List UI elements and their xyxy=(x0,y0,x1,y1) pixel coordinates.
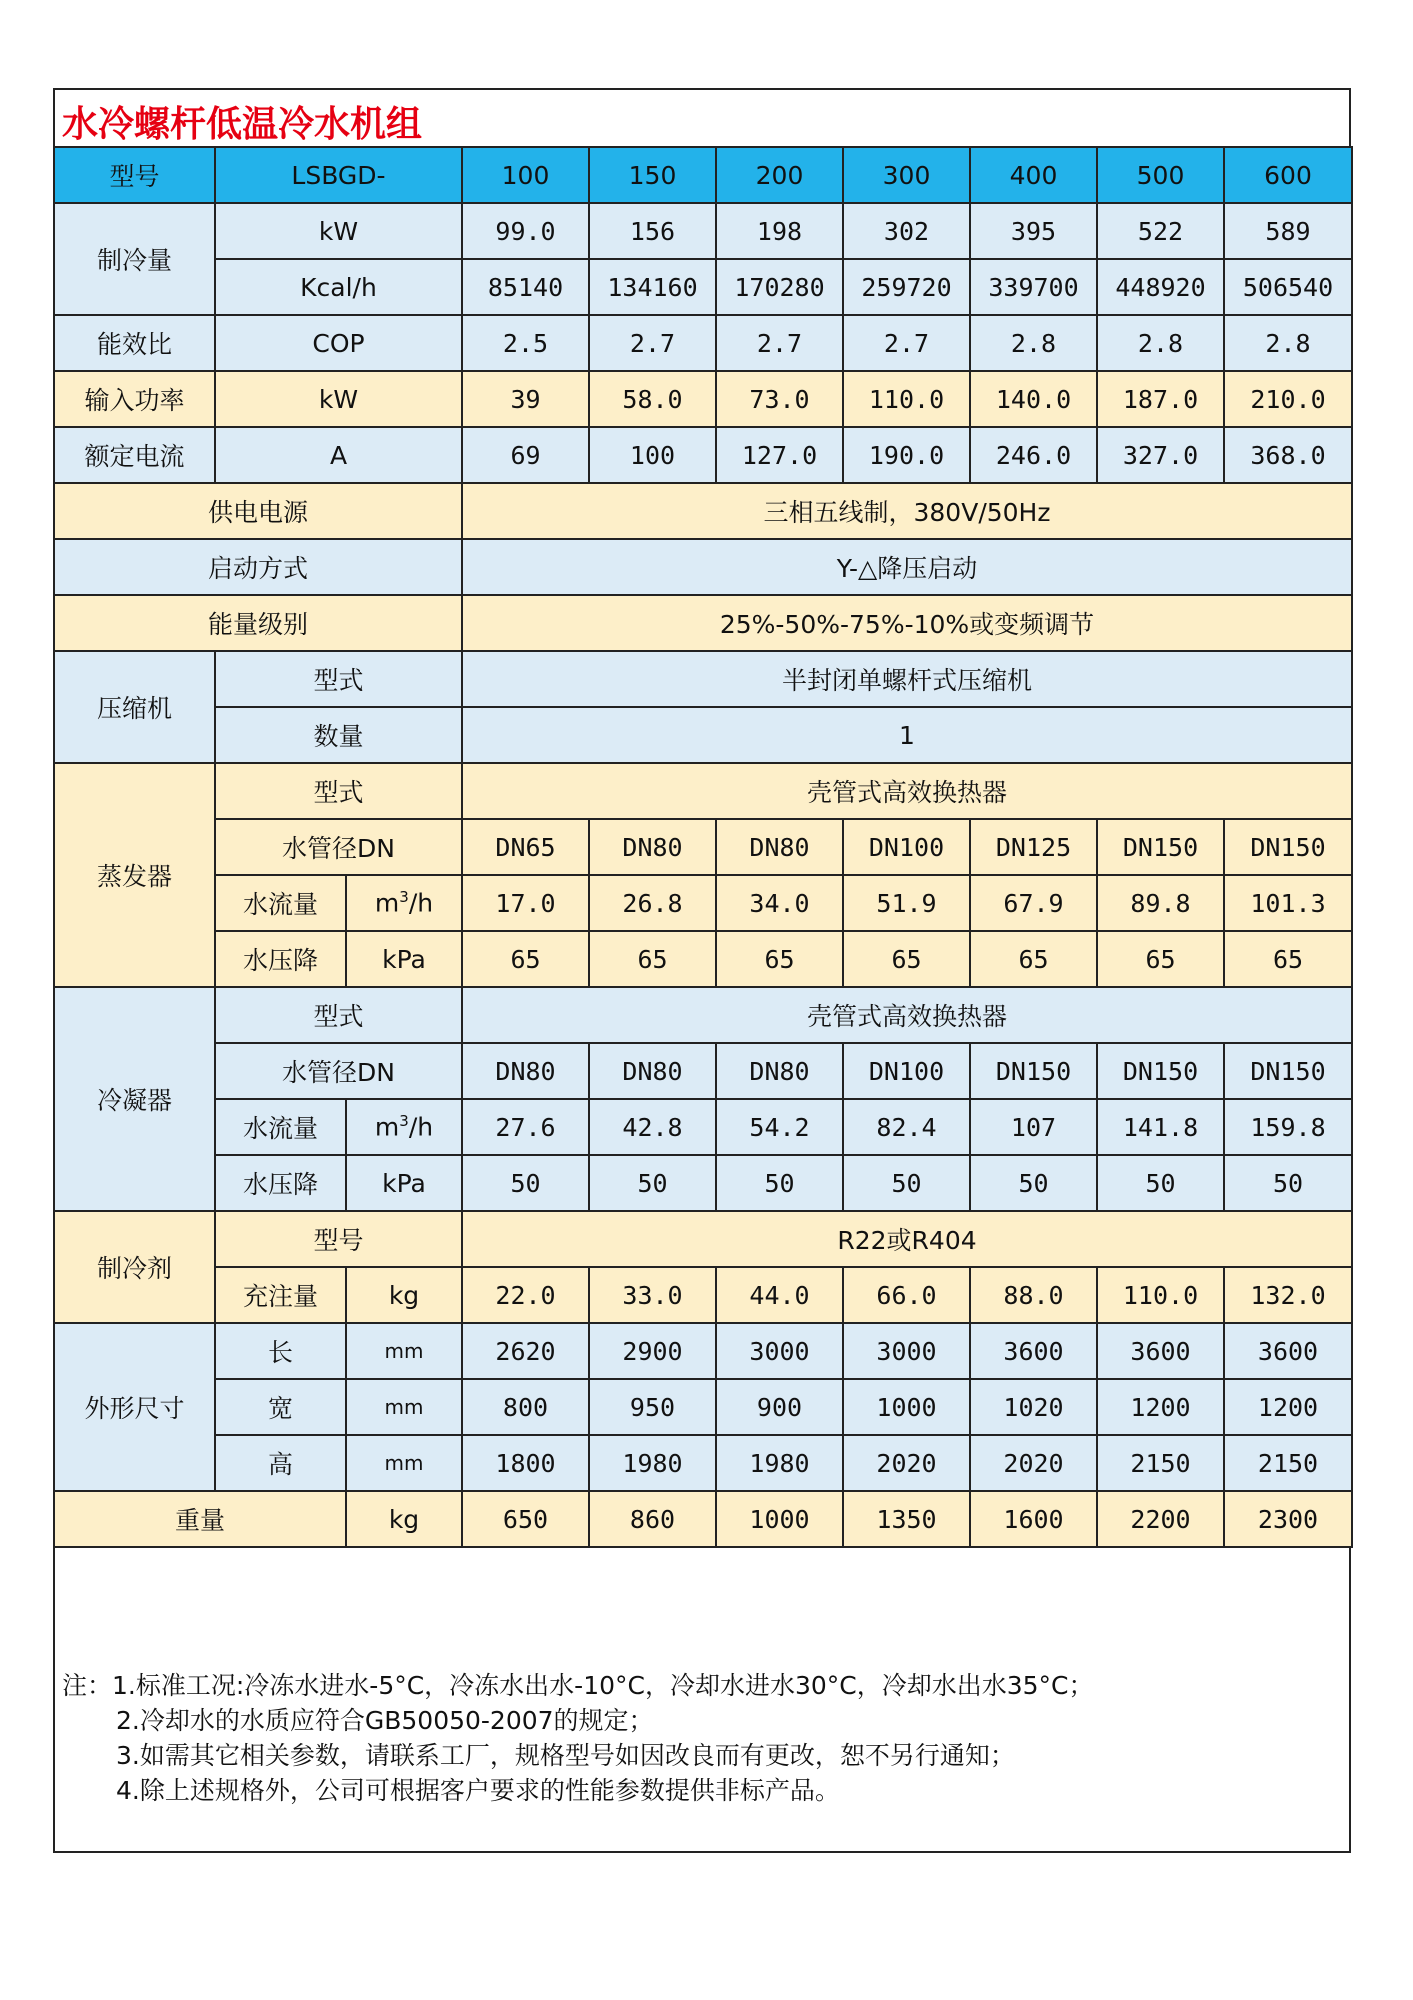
value-cell: 2620 xyxy=(462,1323,589,1379)
value-cell: 2150 xyxy=(1097,1435,1224,1491)
value-cell: 65 xyxy=(716,931,843,987)
sub-label: 长 xyxy=(215,1323,346,1379)
sub-label: 高 xyxy=(215,1435,346,1491)
value-cell: 860 xyxy=(589,1491,716,1547)
value-cell: 89.8 xyxy=(1097,875,1224,931)
span-value: R22或R404 xyxy=(462,1211,1352,1267)
unit-cell: A xyxy=(215,427,462,483)
value-cell: 1980 xyxy=(589,1435,716,1491)
table-row xyxy=(54,1211,1352,1267)
row-label-compressor: 压缩机 xyxy=(54,651,215,763)
value-cell: 900 xyxy=(716,1379,843,1435)
unit-cell: mm xyxy=(346,1379,462,1435)
value-cell: 65 xyxy=(462,931,589,987)
value-cell: 506540 xyxy=(1224,259,1352,315)
value-cell: DN80 xyxy=(716,819,843,875)
value-cell: 589 xyxy=(1224,203,1352,259)
sub-label: 水流量 xyxy=(215,875,346,931)
value-cell: 950 xyxy=(589,1379,716,1435)
value-cell: 33.0 xyxy=(589,1267,716,1323)
value-cell: 51.9 xyxy=(843,875,970,931)
table-row xyxy=(54,875,1352,931)
value-cell: DN80 xyxy=(716,1043,843,1099)
sub-label: 水流量 xyxy=(215,1099,346,1155)
model-value: 400 xyxy=(970,147,1097,203)
value-cell: 26.8 xyxy=(589,875,716,931)
table-row xyxy=(54,483,1352,539)
table-row xyxy=(54,707,1352,763)
value-cell: 395 xyxy=(970,203,1097,259)
value-cell: DN100 xyxy=(843,819,970,875)
value-cell: DN150 xyxy=(1097,1043,1224,1099)
table-row xyxy=(54,595,1352,651)
table-row xyxy=(54,651,1352,707)
sub-label: 水管径DN xyxy=(215,819,462,875)
row-label-weight: 重量 xyxy=(54,1491,346,1547)
value-cell: 650 xyxy=(462,1491,589,1547)
value-cell: 44.0 xyxy=(716,1267,843,1323)
value-cell: DN100 xyxy=(843,1043,970,1099)
table-row xyxy=(54,1379,1352,1435)
sub-label: 型号 xyxy=(215,1211,462,1267)
value-cell: 1600 xyxy=(970,1491,1097,1547)
value-cell: 58.0 xyxy=(589,371,716,427)
value-cell: 302 xyxy=(843,203,970,259)
value-cell: 368.0 xyxy=(1224,427,1352,483)
unit-cell: COP xyxy=(215,315,462,371)
value-cell: 67.9 xyxy=(970,875,1097,931)
value-cell: 110.0 xyxy=(1097,1267,1224,1323)
value-cell: DN150 xyxy=(1097,819,1224,875)
value-cell: 2.7 xyxy=(843,315,970,371)
value-cell: 3600 xyxy=(1097,1323,1224,1379)
value-cell: 170280 xyxy=(716,259,843,315)
value-cell: 50 xyxy=(462,1155,589,1211)
note-4: 4.除上述规格外，公司可根据客户要求的性能参数提供非标产品。 xyxy=(116,1776,840,1805)
sub-label: 水压降 xyxy=(215,1155,346,1211)
row-label-power-supply: 供电电源 xyxy=(54,483,462,539)
value-cell: 82.4 xyxy=(843,1099,970,1155)
value-cell: 69 xyxy=(462,427,589,483)
table-row xyxy=(54,1491,1352,1547)
unit-cell: mm xyxy=(346,1435,462,1491)
value-cell: DN150 xyxy=(1224,819,1352,875)
value-cell: 34.0 xyxy=(716,875,843,931)
value-cell: 159.8 xyxy=(1224,1099,1352,1155)
value-cell: DN80 xyxy=(589,819,716,875)
table-row xyxy=(54,1099,1352,1155)
unit-cell: kPa xyxy=(346,931,462,987)
value-cell: 2.8 xyxy=(1097,315,1224,371)
model-value: 100 xyxy=(462,147,589,203)
unit-cell: kW xyxy=(215,371,462,427)
value-cell: 1200 xyxy=(1224,1379,1352,1435)
table-row xyxy=(54,1323,1352,1379)
value-cell: 1000 xyxy=(843,1379,970,1435)
model-prefix: LSBGD- xyxy=(215,147,462,203)
value-cell: 101.3 xyxy=(1224,875,1352,931)
value-cell: 65 xyxy=(1097,931,1224,987)
model-value: 150 xyxy=(589,147,716,203)
value-cell: DN125 xyxy=(970,819,1097,875)
note-2: 2.冷却水的水质应符合GB50050-2007的规定； xyxy=(116,1706,654,1735)
table-row xyxy=(54,371,1352,427)
sub-label: 充注量 xyxy=(215,1267,346,1323)
value-cell: DN80 xyxy=(589,1043,716,1099)
value-cell: 50 xyxy=(589,1155,716,1211)
value-cell: 2.8 xyxy=(1224,315,1352,371)
value-cell: 134160 xyxy=(589,259,716,315)
row-label-start-mode: 启动方式 xyxy=(54,539,462,595)
value-cell: 17.0 xyxy=(462,875,589,931)
sub-label: 型式 xyxy=(215,763,462,819)
value-cell: 50 xyxy=(970,1155,1097,1211)
row-label-cop: 能效比 xyxy=(54,315,215,371)
value-cell: 65 xyxy=(589,931,716,987)
value-cell: 1000 xyxy=(716,1491,843,1547)
value-cell: 141.8 xyxy=(1097,1099,1224,1155)
unit-cell: kg xyxy=(346,1491,462,1547)
table-row xyxy=(54,1043,1352,1099)
value-cell: 85140 xyxy=(462,259,589,315)
value-cell: 2020 xyxy=(970,1435,1097,1491)
row-label-rated-current: 额定电流 xyxy=(54,427,215,483)
value-cell: 448920 xyxy=(1097,259,1224,315)
notes xyxy=(62,1668,1094,1808)
model-value: 500 xyxy=(1097,147,1224,203)
value-cell: 27.6 xyxy=(462,1099,589,1155)
value-cell: 2020 xyxy=(843,1435,970,1491)
unit-cell: kW xyxy=(215,203,462,259)
value-cell: 156 xyxy=(589,203,716,259)
span-value: 半封闭单螺杆式压缩机 xyxy=(462,651,1352,707)
value-cell: 3600 xyxy=(970,1323,1097,1379)
row-label-refrigerant: 制冷剂 xyxy=(54,1211,215,1323)
value-cell: 3000 xyxy=(716,1323,843,1379)
span-value: 壳管式高效换热器 xyxy=(462,763,1352,819)
value-cell: 42.8 xyxy=(589,1099,716,1155)
value-cell: 2900 xyxy=(589,1323,716,1379)
span-value: Y-△降压启动 xyxy=(462,539,1352,595)
table-row xyxy=(54,315,1352,371)
value-cell: 140.0 xyxy=(970,371,1097,427)
value-cell: 65 xyxy=(843,931,970,987)
table-row xyxy=(54,931,1352,987)
value-cell: 2300 xyxy=(1224,1491,1352,1547)
span-value: 三相五线制，380V/50Hz xyxy=(462,483,1352,539)
value-cell: 2200 xyxy=(1097,1491,1224,1547)
value-cell: 2.8 xyxy=(970,315,1097,371)
value-cell: 110.0 xyxy=(843,371,970,427)
spec-table xyxy=(53,146,1353,1548)
sub-label: 型式 xyxy=(215,651,462,707)
value-cell: DN80 xyxy=(462,1043,589,1099)
table-row xyxy=(54,147,1352,203)
table-row xyxy=(54,987,1352,1043)
row-label-cooling: 制冷量 xyxy=(54,203,215,315)
span-value: 1 xyxy=(462,707,1352,763)
table-row xyxy=(54,819,1352,875)
value-cell: 39 xyxy=(462,371,589,427)
value-cell: 3000 xyxy=(843,1323,970,1379)
row-label-evaporator: 蒸发器 xyxy=(54,763,215,987)
unit-cell: kPa xyxy=(346,1155,462,1211)
value-cell: 3600 xyxy=(1224,1323,1352,1379)
value-cell: 187.0 xyxy=(1097,371,1224,427)
value-cell: 2.7 xyxy=(589,315,716,371)
span-value: 壳管式高效换热器 xyxy=(462,987,1352,1043)
table-row xyxy=(54,1267,1352,1323)
unit-cell: kg xyxy=(346,1267,462,1323)
value-cell: 1020 xyxy=(970,1379,1097,1435)
sub-label: 水压降 xyxy=(215,931,346,987)
value-cell: 339700 xyxy=(970,259,1097,315)
table-row xyxy=(54,259,1352,315)
row-label-energy-level: 能量级别 xyxy=(54,595,462,651)
value-cell: 99.0 xyxy=(462,203,589,259)
model-value: 300 xyxy=(843,147,970,203)
sub-label: 型式 xyxy=(215,987,462,1043)
value-cell: 22.0 xyxy=(462,1267,589,1323)
value-cell: 1980 xyxy=(716,1435,843,1491)
flow-unit-cell: $m^3/h$ xyxy=(346,1099,462,1155)
value-cell: 1200 xyxy=(1097,1379,1224,1435)
value-cell: 100 xyxy=(589,427,716,483)
model-value: 200 xyxy=(716,147,843,203)
table-row xyxy=(54,763,1352,819)
value-cell: 65 xyxy=(970,931,1097,987)
table-row xyxy=(54,1155,1352,1211)
value-cell: 88.0 xyxy=(970,1267,1097,1323)
value-cell: DN150 xyxy=(1224,1043,1352,1099)
row-label-model: 型号 xyxy=(54,147,215,203)
value-cell: DN65 xyxy=(462,819,589,875)
value-cell: 522 xyxy=(1097,203,1224,259)
note-1: 注：1.标准工况:冷冻水进水-5°C，冷冻水出水-10°C，冷却水进水30°C，冷却水出水35°C； xyxy=(62,1671,1094,1700)
value-cell: 73.0 xyxy=(716,371,843,427)
value-cell: 50 xyxy=(1097,1155,1224,1211)
value-cell: DN150 xyxy=(970,1043,1097,1099)
value-cell: 50 xyxy=(716,1155,843,1211)
note-3: 3.如需其它相关参数，请联系工厂，规格型号如因改良而有更改，恕不另行通知； xyxy=(116,1741,1015,1770)
value-cell: 107 xyxy=(970,1099,1097,1155)
table-row xyxy=(54,539,1352,595)
row-label-condenser: 冷凝器 xyxy=(54,987,215,1211)
value-cell: 54.2 xyxy=(716,1099,843,1155)
value-cell: 2.7 xyxy=(716,315,843,371)
page-title: 水冷螺杆低温冷水机组 xyxy=(62,104,423,145)
value-cell: 66.0 xyxy=(843,1267,970,1323)
span-value: 25%-50%-75%-10%或变频调节 xyxy=(462,595,1352,651)
table-row xyxy=(54,1435,1352,1491)
value-cell: 2.5 xyxy=(462,315,589,371)
value-cell: 198 xyxy=(716,203,843,259)
row-label-dimensions: 外形尺寸 xyxy=(54,1323,215,1491)
value-cell: 127.0 xyxy=(716,427,843,483)
value-cell: 132.0 xyxy=(1224,1267,1352,1323)
value-cell: 327.0 xyxy=(1097,427,1224,483)
row-label-input-power: 输入功率 xyxy=(54,371,215,427)
sub-label: 水管径DN xyxy=(215,1043,462,1099)
unit-cell: mm xyxy=(346,1323,462,1379)
sub-label: 宽 xyxy=(215,1379,346,1435)
value-cell: 65 xyxy=(1224,931,1352,987)
sub-label: 数量 xyxy=(215,707,462,763)
value-cell: 1350 xyxy=(843,1491,970,1547)
value-cell: 50 xyxy=(1224,1155,1352,1211)
model-value: 600 xyxy=(1224,147,1352,203)
value-cell: 190.0 xyxy=(843,427,970,483)
value-cell: 210.0 xyxy=(1224,371,1352,427)
value-cell: 800 xyxy=(462,1379,589,1435)
flow-unit-cell: $m^3/h$ xyxy=(346,875,462,931)
value-cell: 246.0 xyxy=(970,427,1097,483)
value-cell: 1800 xyxy=(462,1435,589,1491)
value-cell: 259720 xyxy=(843,259,970,315)
table-row xyxy=(54,427,1352,483)
table-row xyxy=(54,203,1352,259)
value-cell: 50 xyxy=(843,1155,970,1211)
value-cell: 2150 xyxy=(1224,1435,1352,1491)
unit-cell: Kcal/h xyxy=(215,259,462,315)
